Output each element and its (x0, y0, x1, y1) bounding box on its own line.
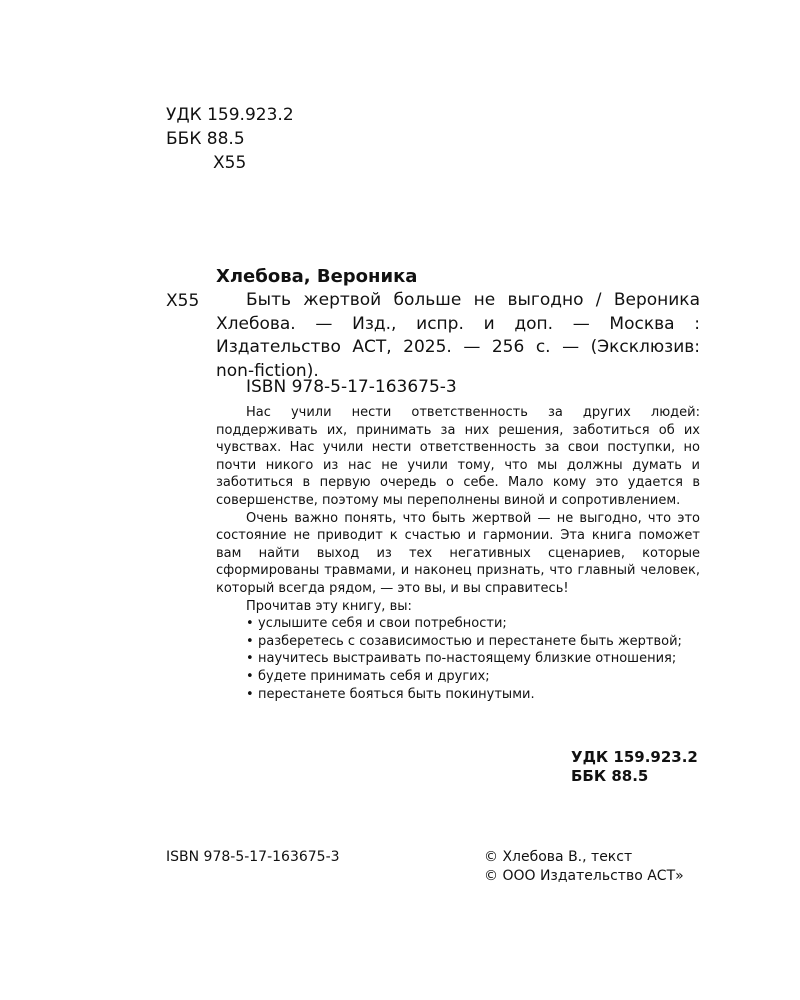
bullet-icon: • (246, 686, 254, 702)
abstract-paragraph: Очень важно понять, что быть жертвой — не выгодно, что это состояние не приводит к счастью и гармонии. Эта книга поможет вам найти выход из тех негативных сценариев, которые сформированы травмами, и наконец признать, что главный человек, который всегда рядом, — это вы, и вы справитесь! (216, 510, 700, 596)
list-item: • услышите себя и свои потребности; (246, 616, 507, 632)
bullet-icon: • (246, 616, 254, 632)
copyright-author: © Хлебова В., текст (484, 849, 633, 865)
author-heading: Хлебова, Вероника (216, 266, 418, 287)
list-item: • будете принимать себя и других; (246, 668, 490, 684)
bbk-code: ББК 88.5 (166, 129, 245, 149)
abstract-paragraph: Нас учили нести ответственность за других людей: поддерживать их, принимать за них решения, заботиться об их чувствах. Нас учили нести ответственность за свои поступки, но почти никого из нас не учили тому, что мы должны думать и заботиться в первую очередь о себе. Мало кому это удается в совершенстве, поэтому мы переполнены виной и сопротивлением. (216, 405, 700, 508)
bullet-icon: • (246, 633, 254, 649)
copyright-block (484, 848, 684, 886)
classification-block (166, 103, 294, 175)
bullet-icon: • (246, 651, 254, 667)
classification-block-bottom (571, 748, 698, 786)
bibliographic-description: Быть жертвой больше не выгодно / Вероника Хлебова. — Изд., испр. и доп. — Москва : Издательство АСТ, 2025. — 256 с. — (Эксклюзив: non-fiction). (216, 290, 700, 381)
udk-code: УДК 159.923.2 (166, 105, 294, 125)
list-item: • научитесь выстраивать по-настоящему близкие отношения; (246, 651, 677, 667)
abstract (216, 404, 700, 703)
cutter-code: Х55 (213, 153, 247, 173)
isbn-main: ISBN 978-5-17-163675-3 (246, 377, 457, 397)
isbn-bottom: ISBN 978-5-17-163675-3 (166, 849, 340, 865)
list-item: • перестанете бояться быть покинутыми. (246, 686, 535, 702)
udk-code-bottom: УДК 159.923.2 (571, 748, 698, 766)
abstract-paragraph: Прочитав эту книгу, вы: (246, 598, 412, 614)
bullet-icon: • (246, 668, 254, 684)
bbk-code-bottom: ББК 88.5 (571, 767, 649, 785)
bib-cutter-code: Х55 (166, 291, 200, 311)
list-item: • разберетесь с созависимостью и перестанете быть жертвой; (246, 633, 682, 649)
copyright-publisher: © ООО Издательство АСТ» (484, 868, 684, 884)
benefits-list (216, 615, 700, 703)
